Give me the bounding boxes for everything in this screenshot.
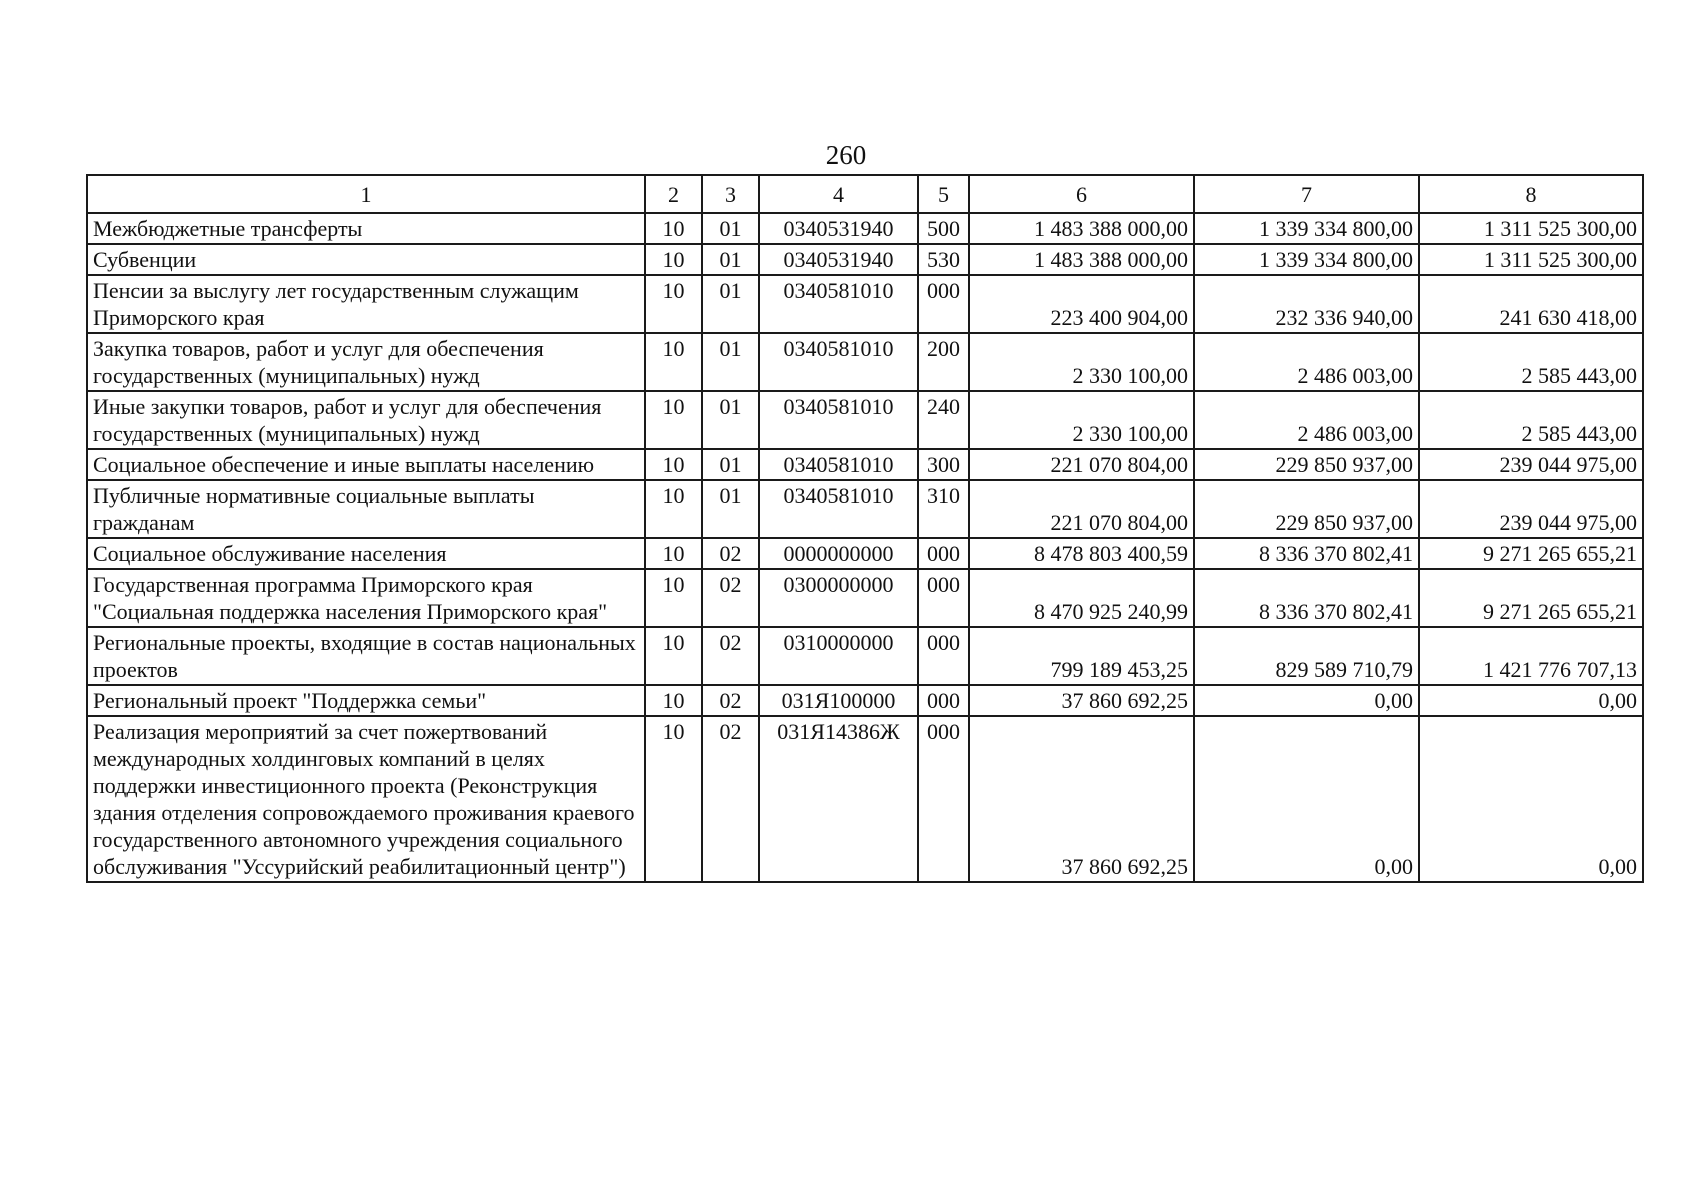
amount-col-8: 241 630 418,00 — [1419, 275, 1643, 333]
section-code: 10 — [645, 627, 702, 685]
amount-col-7: 1 339 334 800,00 — [1194, 244, 1419, 275]
subsection-code: 01 — [702, 333, 759, 391]
column-header: 6 — [969, 175, 1194, 213]
row-name: Региональный проект "Поддержка семьи" — [87, 685, 645, 716]
expense-type-code: 300 — [918, 449, 969, 480]
subsection-code: 02 — [702, 685, 759, 716]
amount-col-7: 2 486 003,00 — [1194, 333, 1419, 391]
row-name: Социальное обслуживание населения — [87, 538, 645, 569]
expense-type-code: 000 — [918, 716, 969, 882]
amount-col-8: 9 271 265 655,21 — [1419, 538, 1643, 569]
subsection-code: 02 — [702, 569, 759, 627]
subsection-code: 01 — [702, 244, 759, 275]
amount-col-6: 1 483 388 000,00 — [969, 244, 1194, 275]
subsection-code: 02 — [702, 716, 759, 882]
expense-type-code: 240 — [918, 391, 969, 449]
section-code: 10 — [645, 391, 702, 449]
table-row — [87, 627, 1643, 685]
amount-col-7: 0,00 — [1194, 716, 1419, 882]
target-article-code: 0340581010 — [759, 333, 918, 391]
amount-col-6: 37 860 692,25 — [969, 716, 1194, 882]
row-name: Публичные нормативные социальные выплаты гражданам — [87, 480, 645, 538]
target-article-code: 0340581010 — [759, 275, 918, 333]
amount-col-8: 239 044 975,00 — [1419, 480, 1643, 538]
column-header: 4 — [759, 175, 918, 213]
subsection-code: 01 — [702, 275, 759, 333]
amount-col-7: 0,00 — [1194, 685, 1419, 716]
amount-col-6: 37 860 692,25 — [969, 685, 1194, 716]
amount-col-8: 1 311 525 300,00 — [1419, 213, 1643, 244]
column-header: 5 — [918, 175, 969, 213]
expense-type-code: 310 — [918, 480, 969, 538]
target-article-code: 0340581010 — [759, 391, 918, 449]
amount-col-8: 0,00 — [1419, 716, 1643, 882]
budget-table — [86, 174, 1644, 883]
section-code: 10 — [645, 213, 702, 244]
column-header: 3 — [702, 175, 759, 213]
amount-col-7: 2 486 003,00 — [1194, 391, 1419, 449]
amount-col-6: 8 478 803 400,59 — [969, 538, 1194, 569]
section-code: 10 — [645, 480, 702, 538]
subsection-code: 02 — [702, 538, 759, 569]
amount-col-8: 2 585 443,00 — [1419, 333, 1643, 391]
table-row — [87, 480, 1643, 538]
expense-type-code: 500 — [918, 213, 969, 244]
section-code: 10 — [645, 333, 702, 391]
row-name: Иные закупки товаров, работ и услуг для обеспечения государственных (муниципальных) нужд — [87, 391, 645, 449]
amount-col-7: 229 850 937,00 — [1194, 480, 1419, 538]
target-article-code: 031Я14386Ж — [759, 716, 918, 882]
row-name: Реализация мероприятий за счет пожертвований международных холдинговых компаний в целях поддержки инвестиционного проекта (Реконструкция здания отделения сопровождаемого проживания краевого государственного автономного учреждения социального обслуживания "Уссурийский реабилитационный центр") — [87, 716, 645, 882]
page-number: 260 — [825, 140, 867, 170]
table-row — [87, 275, 1643, 333]
expense-type-code: 000 — [918, 569, 969, 627]
target-article-code: 0000000000 — [759, 538, 918, 569]
target-article-code: 0340581010 — [759, 480, 918, 538]
table-row — [87, 685, 1643, 716]
amount-col-7: 232 336 940,00 — [1194, 275, 1419, 333]
amount-col-8: 2 585 443,00 — [1419, 391, 1643, 449]
column-header: 8 — [1419, 175, 1643, 213]
column-header: 7 — [1194, 175, 1419, 213]
target-article-code: 031Я100000 — [759, 685, 918, 716]
table-row — [87, 569, 1643, 627]
amount-col-7: 8 336 370 802,41 — [1194, 538, 1419, 569]
amount-col-6: 223 400 904,00 — [969, 275, 1194, 333]
subsection-code: 01 — [702, 449, 759, 480]
section-code: 10 — [645, 538, 702, 569]
amount-col-7: 8 336 370 802,41 — [1194, 569, 1419, 627]
subsection-code: 01 — [702, 391, 759, 449]
subsection-code: 01 — [702, 213, 759, 244]
amount-col-6: 2 330 100,00 — [969, 333, 1194, 391]
expense-type-code: 530 — [918, 244, 969, 275]
amount-col-8: 0,00 — [1419, 685, 1643, 716]
row-name: Государственная программа Приморского края "Социальная поддержка населения Приморского края" — [87, 569, 645, 627]
expense-type-code: 000 — [918, 627, 969, 685]
section-code: 10 — [645, 685, 702, 716]
amount-col-7: 229 850 937,00 — [1194, 449, 1419, 480]
subsection-code: 01 — [702, 480, 759, 538]
amount-col-6: 1 483 388 000,00 — [969, 213, 1194, 244]
target-article-code: 0340531940 — [759, 244, 918, 275]
expense-type-code: 000 — [918, 538, 969, 569]
target-article-code: 0310000000 — [759, 627, 918, 685]
expense-type-code: 000 — [918, 685, 969, 716]
target-article-code: 0340581010 — [759, 449, 918, 480]
row-name: Социальное обеспечение и иные выплаты населению — [87, 449, 645, 480]
amount-col-8: 239 044 975,00 — [1419, 449, 1643, 480]
row-name: Региональные проекты, входящие в состав национальных проектов — [87, 627, 645, 685]
table-row — [87, 333, 1643, 391]
amount-col-8: 9 271 265 655,21 — [1419, 569, 1643, 627]
section-code: 10 — [645, 449, 702, 480]
amount-col-6: 8 470 925 240,99 — [969, 569, 1194, 627]
header-row — [87, 175, 1643, 213]
amount-col-6: 799 189 453,25 — [969, 627, 1194, 685]
table-row — [87, 449, 1643, 480]
amount-col-7: 1 339 334 800,00 — [1194, 213, 1419, 244]
amount-col-6: 2 330 100,00 — [969, 391, 1194, 449]
table-row — [87, 244, 1643, 275]
expense-type-code: 200 — [918, 333, 969, 391]
table-row — [87, 213, 1643, 244]
column-header: 1 — [87, 175, 645, 213]
section-code: 10 — [645, 275, 702, 333]
column-header: 2 — [645, 175, 702, 213]
target-article-code: 0340531940 — [759, 213, 918, 244]
amount-col-8: 1 311 525 300,00 — [1419, 244, 1643, 275]
table-row — [87, 716, 1643, 882]
amount-col-6: 221 070 804,00 — [969, 449, 1194, 480]
table-row — [87, 391, 1643, 449]
table-row — [87, 538, 1643, 569]
expense-type-code: 000 — [918, 275, 969, 333]
row-name: Закупка товаров, работ и услуг для обеспечения государственных (муниципальных) нужд — [87, 333, 645, 391]
section-code: 10 — [645, 569, 702, 627]
target-article-code: 0300000000 — [759, 569, 918, 627]
amount-col-7: 829 589 710,79 — [1194, 627, 1419, 685]
amount-col-8: 1 421 776 707,13 — [1419, 627, 1643, 685]
subsection-code: 02 — [702, 627, 759, 685]
row-name: Межбюджетные трансферты — [87, 213, 645, 244]
section-code: 10 — [645, 716, 702, 882]
row-name: Пенсии за выслугу лет государственным служащим Приморского края — [87, 275, 645, 333]
row-name: Субвенции — [87, 244, 645, 275]
section-code: 10 — [645, 244, 702, 275]
amount-col-6: 221 070 804,00 — [969, 480, 1194, 538]
